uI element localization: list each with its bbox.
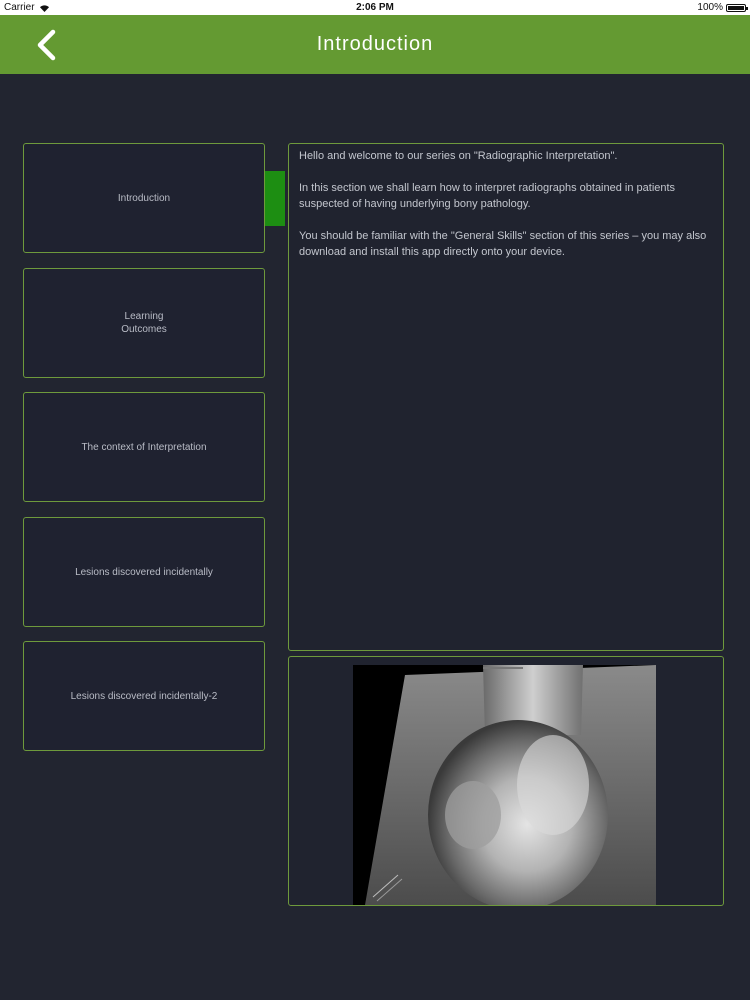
menu-item-introduction[interactable]	[23, 143, 265, 253]
menu-item-label: Learning Outcomes	[121, 311, 167, 335]
content-paragraph: You should be familiar with the "General Skills" section of this series – you may also download and install this app directly onto your device.	[299, 230, 707, 258]
content-text-panel[interactable]	[288, 143, 724, 651]
battery-info	[697, 0, 746, 15]
menu-item-label: The context of Interpretation	[81, 441, 207, 453]
menu-item-label: Lesions discovered incidentally-2	[70, 690, 218, 702]
battery-percent: 100%	[697, 2, 723, 13]
radiograph-image[interactable]	[353, 665, 656, 905]
menu-item-label: Lesions discovered incidentally	[75, 566, 213, 578]
back-button[interactable]	[26, 25, 66, 65]
nav-bar	[0, 15, 750, 74]
menu-item-context-of-interpretation[interactable]	[23, 392, 265, 502]
menu-item-label: Introduction	[117, 192, 171, 204]
battery-icon	[726, 4, 746, 12]
status-bar	[0, 0, 750, 15]
menu-item-learning-outcomes[interactable]	[23, 268, 265, 378]
menu-item-lesions-incidental-2[interactable]	[23, 641, 265, 751]
content-image-panel	[288, 656, 724, 906]
menu-item-lesions-incidental[interactable]	[23, 517, 265, 627]
carrier-label: Carrier	[4, 2, 35, 13]
status-time: 2:06 PM	[356, 2, 394, 13]
radiograph-drawing	[353, 665, 656, 905]
content-paragraph: Hello and welcome to our series on "Radiographic Interpretation".	[299, 150, 618, 162]
active-indicator	[265, 171, 285, 226]
page-title: Introduction	[316, 33, 434, 55]
content-paragraph: In this section we shall learn how to interpret radiographs obtained in patients suspected of having underlying bony pathology.	[299, 182, 676, 210]
chevron-left-icon	[35, 29, 57, 61]
